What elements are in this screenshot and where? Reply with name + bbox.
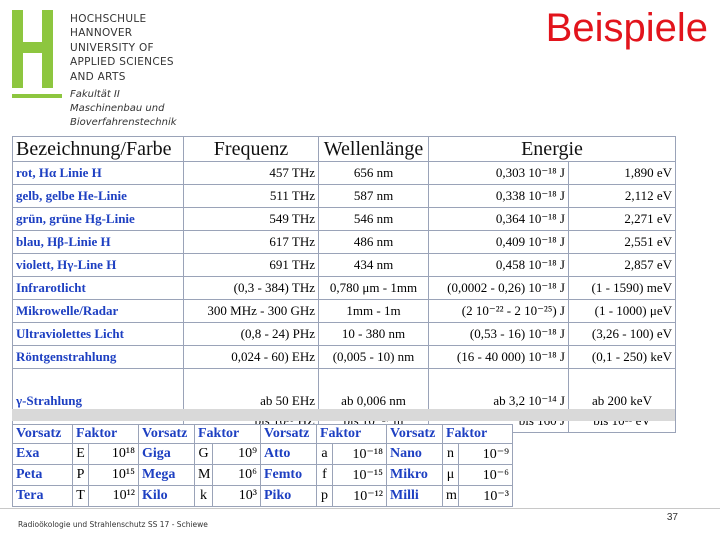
prefix-symbol: G (195, 444, 213, 465)
row-name: Infrarotlicht (13, 277, 184, 300)
prefix-factor: 10⁻³ (459, 486, 513, 507)
prefix-factor: 10¹⁵ (89, 465, 139, 486)
row-name: Ultraviolettes Licht (13, 323, 184, 346)
prefix-symbol: E (73, 444, 89, 465)
prefix-name: Peta (13, 465, 73, 486)
factor-header: Faktor (317, 425, 387, 444)
row-energy-ev: (0,1 - 250) keV (569, 346, 676, 369)
row-energy-ev: (1 - 1590) meV (569, 277, 676, 300)
prefix-symbol: μ (443, 465, 459, 486)
prefix-factor: 10¹⁸ (89, 444, 139, 465)
spectrum-table (12, 136, 676, 433)
prefix-name: Piko (261, 486, 317, 507)
header-designation: Bezeichnung/Farbe (13, 137, 184, 162)
row-frequency: 549 THz (184, 208, 319, 231)
row-energy-joule: (2 10⁻²² - 2 10⁻²⁵) J (429, 300, 569, 323)
row-frequency: 457 THz (184, 162, 319, 185)
row-energy-ev: 1,890 eV (569, 162, 676, 185)
row-name: Mikrowelle/Radar (13, 300, 184, 323)
faculty-name (70, 88, 177, 130)
row-frequency: 511 THz (184, 185, 319, 208)
row-wavelength: 486 nm (319, 231, 429, 254)
row-energy-ev: 2,112 eV (569, 185, 676, 208)
row-wavelength: 1mm - 1m (319, 300, 429, 323)
prefix-header: Vorsatz (261, 425, 317, 444)
table-row (13, 277, 676, 300)
prefix-header-row (13, 425, 513, 444)
prefix-name: Milli (387, 486, 443, 507)
row-wavelength: 587 nm (319, 185, 429, 208)
row-name: rot, Hα Linie H (13, 162, 184, 185)
prefix-symbol: P (73, 465, 89, 486)
row-name: γ-Strahlung (13, 369, 184, 433)
prefix-name: Femto (261, 465, 317, 486)
prefix-factor: 10⁻¹² (333, 486, 387, 507)
header-wavelength: Wellenlänge (319, 137, 429, 162)
table-header-row (13, 137, 676, 162)
row-energy-joule: 0,364 10⁻¹⁸ J (429, 208, 569, 231)
prefix-name: Giga (139, 444, 195, 465)
prefix-symbol: m (443, 486, 459, 507)
university-line: HANNOVER (70, 27, 133, 40)
prefix-name: Mega (139, 465, 195, 486)
prefix-factor: 10⁻¹⁸ (333, 444, 387, 465)
row-wavelength: 434 nm (319, 254, 429, 277)
factor-header: Faktor (195, 425, 261, 444)
row-name: gelb, gelbe He-Linie (13, 185, 184, 208)
table-row (13, 254, 676, 277)
gamma-freq-from: ab 50 EHz (184, 369, 319, 410)
prefix-factor: 10⁶ (213, 465, 261, 486)
row-energy-ev: (3,26 - 100) eV (569, 323, 676, 346)
university-name (70, 12, 174, 84)
row-wavelength: 10 - 380 nm (319, 323, 429, 346)
factor-header: Faktor (73, 425, 139, 444)
university-line: AND ARTS (70, 70, 126, 83)
table-row (13, 323, 676, 346)
gamma-wave-from: ab 0,006 nm (319, 369, 429, 410)
prefix-name: Tera (13, 486, 73, 507)
row-energy-joule: 0,338 10⁻¹⁸ J (429, 185, 569, 208)
row-frequency: 300 MHz - 300 GHz (184, 300, 319, 323)
row-wavelength: 656 nm (319, 162, 429, 185)
faculty-line: Bioverfahrenstechnik (70, 117, 177, 128)
row-name: blau, Hβ-Linie H (13, 231, 184, 254)
prefix-symbol: T (73, 486, 89, 507)
prefix-factor: 10⁻⁹ (459, 444, 513, 465)
gamma-energy-j-from: ab 3,2 10⁻¹⁴ J (429, 369, 569, 410)
prefix-header: Vorsatz (13, 425, 73, 444)
hochschule-h-logo-icon (8, 8, 64, 100)
prefix-row (13, 486, 513, 507)
prefix-symbol: n (443, 444, 459, 465)
row-wavelength: 546 nm (319, 208, 429, 231)
prefix-symbol: f (317, 465, 333, 486)
university-line: UNIVERSITY OF (70, 41, 154, 54)
row-wavelength: 0,780 μm - 1mm (319, 277, 429, 300)
prefix-symbol: a (317, 444, 333, 465)
row-energy-ev: (1 - 1000) μeV (569, 300, 676, 323)
footer-text: Radioökologie und Strahlenschutz SS 17 - Schiewe (18, 520, 208, 529)
prefix-factor: 10¹² (89, 486, 139, 507)
row-energy-joule: 0,409 10⁻¹⁸ J (429, 231, 569, 254)
prefix-factor: 10⁻⁶ (459, 465, 513, 486)
row-energy-ev: 2,271 eV (569, 208, 676, 231)
row-wavelength: (0,005 - 10) nm (319, 346, 429, 369)
table-separator (12, 409, 675, 421)
row-name: Röntgenstrahlung (13, 346, 184, 369)
prefix-name: Mikro (387, 465, 443, 486)
row-name: grün, grüne Hg-Linie (13, 208, 184, 231)
prefix-name: Nano (387, 444, 443, 465)
header-energy: Energie (429, 137, 676, 162)
row-energy-ev: 2,857 eV (569, 254, 676, 277)
prefix-header: Vorsatz (139, 425, 195, 444)
row-energy-joule: (0,0002 - 0,26) 10⁻¹⁸ J (429, 277, 569, 300)
si-prefix-table (12, 424, 513, 507)
table-row (13, 162, 676, 185)
factor-header: Faktor (443, 425, 513, 444)
prefix-header: Vorsatz (387, 425, 443, 444)
row-energy-joule: (0,53 - 16) 10⁻¹⁸ J (429, 323, 569, 346)
prefix-name: Exa (13, 444, 73, 465)
table-row-gamma (13, 369, 676, 410)
prefix-factor: 10⁹ (213, 444, 261, 465)
faculty-line: Fakultät II (70, 89, 120, 100)
table-row (13, 208, 676, 231)
university-line: APPLIED SCIENCES (70, 56, 174, 69)
prefix-symbol: k (195, 486, 213, 507)
footer-divider (0, 508, 720, 509)
header-frequency: Frequenz (184, 137, 319, 162)
page-number: 37 (666, 512, 678, 523)
row-frequency: 617 THz (184, 231, 319, 254)
row-energy-joule: 0,303 10⁻¹⁸ J (429, 162, 569, 185)
row-frequency: 0,024 - 60) EHz (184, 346, 319, 369)
university-line: HOCHSCHULE (70, 13, 147, 25)
row-frequency: (0,3 - 384) THz (184, 277, 319, 300)
table-row (13, 185, 676, 208)
prefix-name: Atto (261, 444, 317, 465)
prefix-factor: 10³ (213, 486, 261, 507)
row-frequency: (0,8 - 24) PHz (184, 323, 319, 346)
table-row (13, 346, 676, 369)
row-energy-ev: 2,551 eV (569, 231, 676, 254)
row-name: violett, Hγ-Line H (13, 254, 184, 277)
prefix-row (13, 444, 513, 465)
prefix-name: Kilo (139, 486, 195, 507)
prefix-factor: 10⁻¹⁵ (333, 465, 387, 486)
faculty-line: Maschinenbau und (70, 103, 165, 114)
row-energy-joule: 0,458 10⁻¹⁸ J (429, 254, 569, 277)
gamma-energy-ev-from: ab 200 keV (569, 369, 676, 410)
table-row (13, 231, 676, 254)
row-frequency: 691 THz (184, 254, 319, 277)
prefix-symbol: p (317, 486, 333, 507)
table-row (13, 300, 676, 323)
slide-title: Beispiele (545, 6, 708, 50)
row-energy-joule: (16 - 40 000) 10⁻¹⁸ J (429, 346, 569, 369)
prefix-row (13, 465, 513, 486)
prefix-symbol: M (195, 465, 213, 486)
